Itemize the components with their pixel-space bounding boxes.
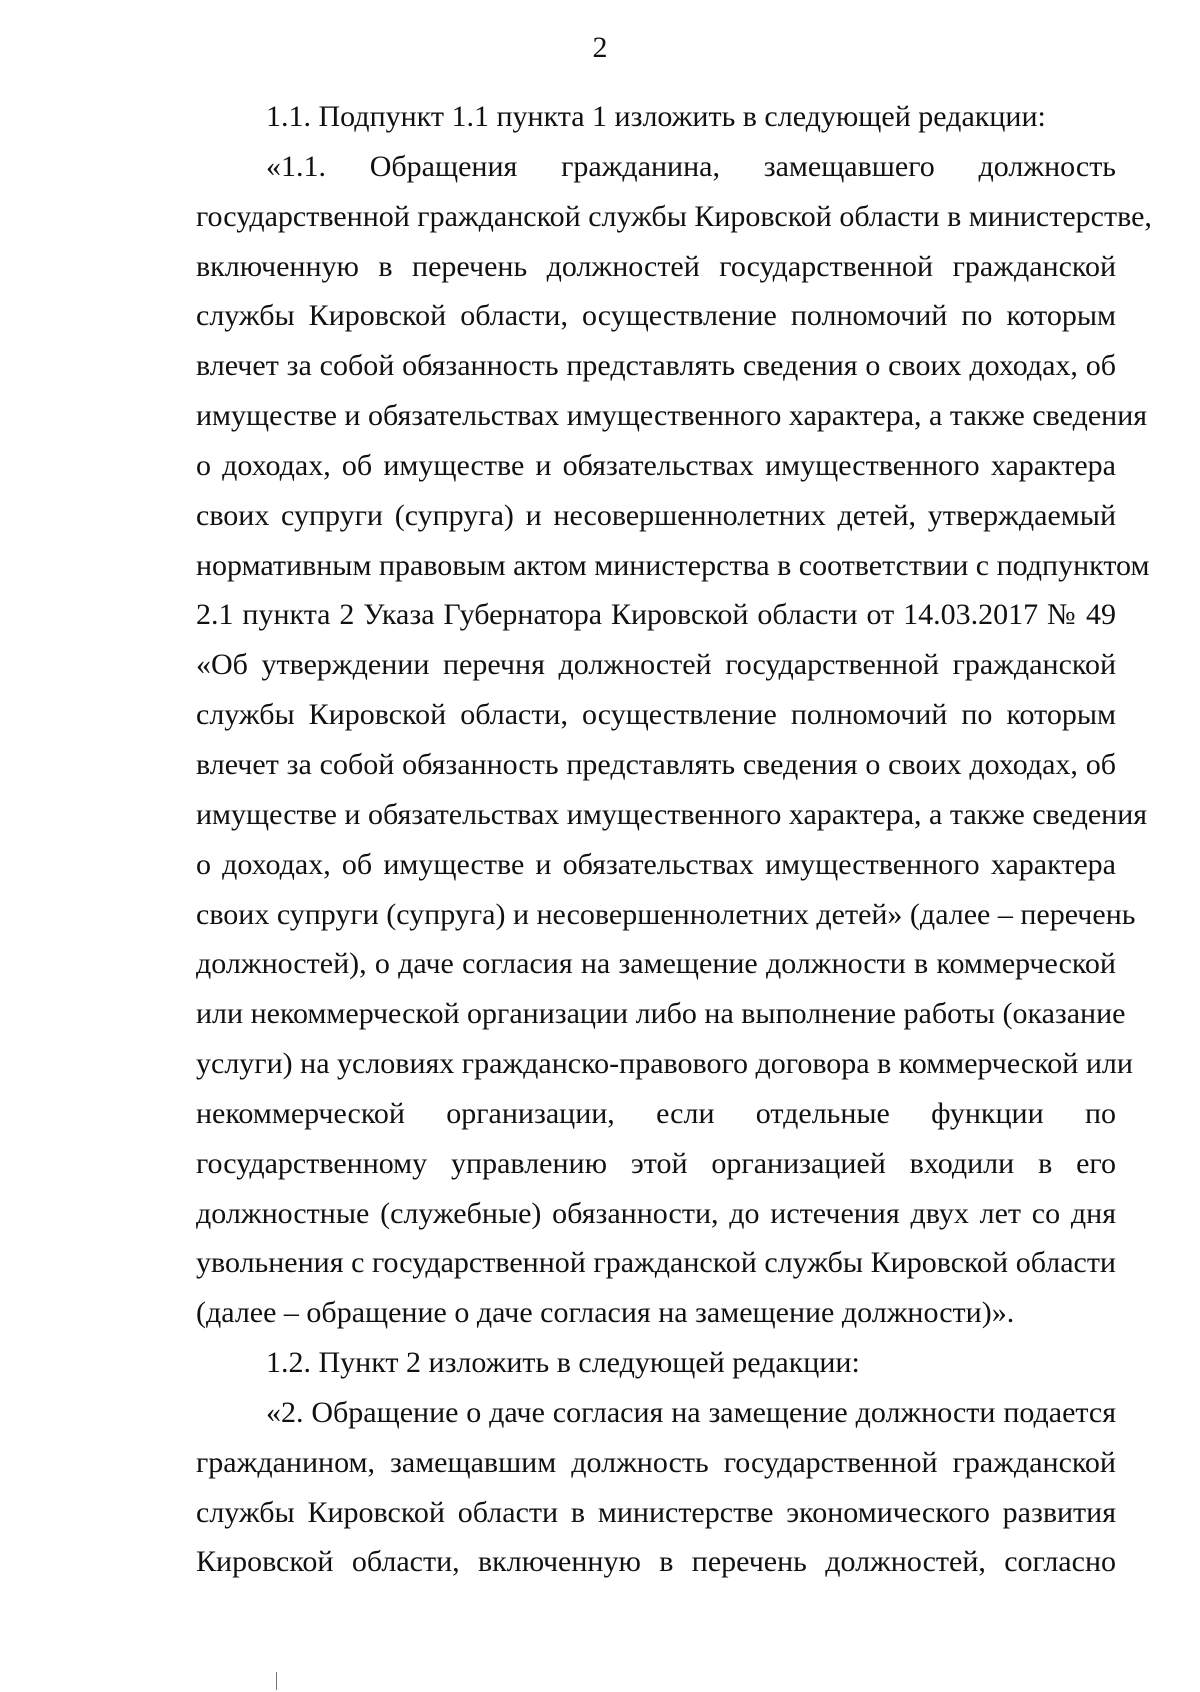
text-line: влечет за собой обязанность представлять сведения о своих доходах, об bbox=[196, 747, 1116, 781]
text-line: имуществе и обязательствах имущественного характера, а также сведения bbox=[196, 797, 1148, 831]
text-line: гражданином, замещавшим должность государственной гражданской bbox=[196, 1445, 1116, 1479]
text-line: нормативным правовым актом министерства в соответствии с подпунктом bbox=[196, 548, 1150, 582]
text-line: включенную в перечень должностей государственной гражданской bbox=[196, 249, 1116, 283]
paragraph-2-text bbox=[196, 1388, 1116, 1587]
text-line: о доходах, об имуществе и обязательствах имущественного характера bbox=[196, 847, 1116, 881]
text-line: «2. Обращение о даче согласия на замещение должности подается bbox=[266, 1395, 1116, 1429]
text-line: 1.1. Подпункт 1.1 пункта 1 изложить в следующей редакции: bbox=[266, 100, 1046, 133]
page-number: 2 bbox=[592, 31, 608, 64]
text-line: должностей), о даче согласия на замещение должности в коммерческой bbox=[196, 947, 1116, 981]
paragraph-1-1-intro bbox=[196, 92, 1116, 142]
text-line: государственной гражданской службы Кировской области в министерстве, bbox=[196, 199, 1152, 233]
text-line: или некоммерческой организации либо на выполнение работы (оказание bbox=[196, 997, 1126, 1031]
text-line: службы Кировской области, осуществление полномочий по которым bbox=[196, 698, 1116, 732]
text-line: «1.1. Обращения гражданина, замещавшего должность bbox=[266, 149, 1116, 183]
text-line: некоммерческой организации, если отдельные функции по bbox=[196, 1096, 1116, 1130]
text-line: службы Кировской области в министерстве экономического развития bbox=[196, 1495, 1116, 1529]
text-line: службы Кировской области, осуществление полномочий по которым bbox=[196, 299, 1116, 333]
text-line: 1.2. Пункт 2 изложить в следующей редакции: bbox=[266, 1346, 860, 1380]
text-line: увольнения с государственной гражданской службы Кировской области bbox=[196, 1246, 1116, 1280]
text-line: «Об утверждении перечня должностей государственной гражданской bbox=[196, 648, 1116, 682]
text-line: должностные (служебные) обязанности, до истечения двух лет со дня bbox=[196, 1196, 1116, 1230]
scan-artifact bbox=[276, 1672, 277, 1690]
paragraph-1-1-text bbox=[196, 142, 1152, 1338]
text-line: влечет за собой обязанность представлять сведения о своих доходах, об bbox=[196, 349, 1116, 383]
paragraph-1-2-intro bbox=[196, 1338, 1116, 1388]
document-body bbox=[196, 92, 1152, 1587]
text-line: 2.1 пункта 2 Указа Губернатора Кировской области от 14.03.2017 № 49 bbox=[196, 598, 1116, 632]
text-line: (далее – обращение о даче согласия на замещение должности)». bbox=[196, 1296, 1015, 1330]
text-line: своих супруги (супруга) и несовершеннолетних детей» (далее – перечень bbox=[196, 897, 1136, 931]
text-line: Кировской области, включенную в перечень должностей, согласно bbox=[196, 1545, 1116, 1579]
text-line: о доходах, об имуществе и обязательствах имущественного характера bbox=[196, 448, 1116, 482]
text-line: своих супруги (супруга) и несовершеннолетних детей, утверждаемый bbox=[196, 498, 1116, 532]
text-line: услуги) на условиях гражданско-правового договора в коммерческой или bbox=[196, 1047, 1133, 1081]
text-line: имуществе и обязательствах имущественного характера, а также сведения bbox=[196, 399, 1148, 433]
text-line: государственному управлению этой организацией входили в его bbox=[196, 1146, 1116, 1180]
